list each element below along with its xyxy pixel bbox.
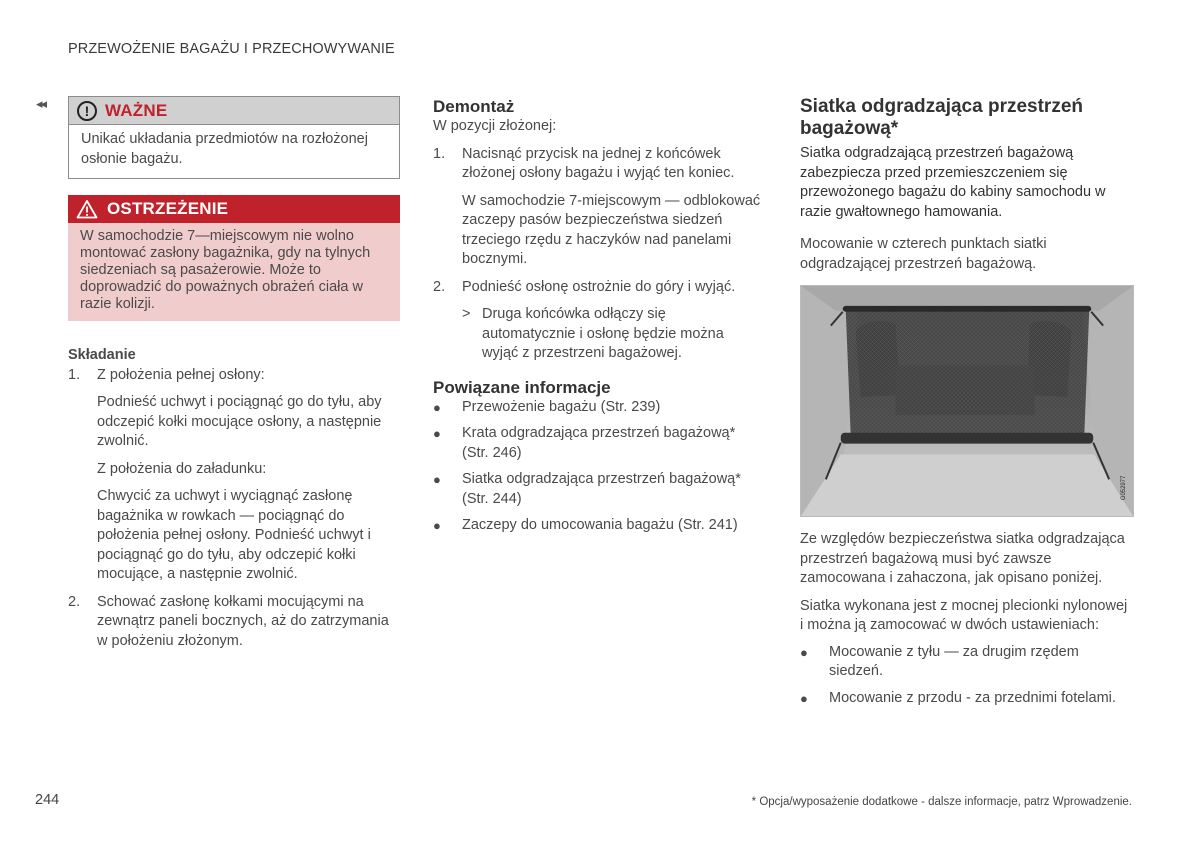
result-item	[433, 305, 763, 364]
bullet-icon: ●	[800, 690, 808, 706]
list-text: Nacisnąć przycisk na jednej z końcówek złożonej osłony bagażu i wyjąć ten koniec.	[462, 145, 735, 181]
bullet-icon: ●	[800, 644, 808, 660]
list-item	[433, 278, 763, 298]
section-heading-siatka: Siatka odgradzająca przestrzeń bagażową*	[800, 96, 1083, 139]
related-link[interactable]: ● Przewożenie bagażu (Str. 239)	[433, 398, 763, 418]
footnote: * Opcja/wyposażenie dodatkowe - dalsze informacje, patrz Wprowadzenie.	[751, 796, 1132, 808]
related-link[interactable]: ● Siatka odgradzająca przestrzeń bagażową* (Str. 244)	[433, 470, 763, 509]
list-item	[433, 145, 763, 184]
list-item: ● Mocowanie z tyłu — za drugim rzędem siedzeń.	[800, 643, 1134, 682]
column-right	[800, 96, 1134, 708]
section-heading-demontaz: Demontaż	[433, 97, 515, 116]
page-number: 244	[35, 792, 60, 808]
info-circle-icon: !	[77, 101, 97, 121]
important-notice-title: WAŻNE	[105, 100, 168, 120]
related-link[interactable]: ● Zaczepy do umocowania bagażu (Str. 241)	[433, 516, 763, 536]
list-item	[68, 593, 400, 652]
result-arrow-icon: >	[462, 306, 471, 322]
lead-paragraph: Siatka odgradzającą przestrzeń bagażową zabezpiecza przed przemieszczeniem się przewożonego bagażu do kabiny samochodu w razie gwałtownego hamowania.	[800, 145, 1106, 220]
bullet-icon: ●	[433, 426, 441, 441]
important-notice	[68, 96, 400, 179]
warning-triangle-icon	[76, 199, 98, 219]
paragraph: Ze względów bezpieczeństwa siatka odgradzająca przestrzeń bagażową musi być zawsze zamocowana i zahaczona, jak opisano poniżej.	[800, 531, 1125, 586]
paragraph: Mocowanie w czterech punktach siatki odgradzającej przestrzeń bagażową.	[800, 236, 1047, 272]
running-header: PRZEWOŻENIE BAGAŻU I PRZECHOWYWANIE	[68, 41, 395, 57]
list-number: 1.	[68, 366, 81, 383]
list-number: 2.	[68, 593, 81, 610]
paragraph: Siatka wykonana jest z mocnej plecionki nylonowej i można ją zamocować w dwóch ustawieniach:	[800, 597, 1128, 633]
list-item: ● Mocowanie z przodu - za przednimi fotelami.	[800, 689, 1134, 709]
section-heading-related: Powiązane informacje	[433, 377, 611, 397]
paragraph: Z położenia do załadunku:	[97, 460, 267, 477]
paragraph: W pozycji złożonej:	[433, 118, 557, 134]
list-number: 2.	[433, 278, 446, 295]
continued-arrows-icon: ◂◂	[36, 96, 46, 111]
related-link[interactable]: ● Krata odgradzająca przestrzeń bagażową* (Str. 246)	[433, 424, 763, 463]
column-middle	[433, 96, 763, 536]
section-heading-skladanie: Składanie	[68, 347, 136, 363]
list-text: Z położenia pełnej osłony:	[97, 366, 265, 383]
warning-notice-title: OSTRZEŻENIE	[107, 199, 229, 219]
warning-notice	[68, 195, 400, 321]
cargo-net-photo	[800, 285, 1134, 517]
column-left	[68, 96, 400, 651]
warning-notice-header	[68, 195, 400, 223]
bullet-icon: ●	[433, 399, 441, 415]
image-code: G052977	[1121, 475, 1128, 501]
bullet-icon: ●	[433, 472, 441, 487]
important-notice-header	[69, 97, 399, 125]
result-text: Druga końcówka odłączy się automatycznie i osłonę będzie można wyjąć z przestrzeni bagażowej.	[482, 306, 724, 361]
bullet-icon: ●	[433, 518, 441, 533]
paragraph: Chwycić za uchwyt i wyciągnąć zasłonę bagażnika w rowkach — pociągnąć do położenia pełnej osłony. Podnieść uchwyt i pociągnąć go do tyłu, aby odczepić kołki mocujące, a następnie zwolnić.	[97, 488, 371, 582]
list-item	[68, 366, 400, 386]
paragraph: W samochodzie 7-miejscowym — odblokować zaczepy pasów bezpieczeństwa siedzeń trzeciego rzędu z haczyków nad panelami bocznymi.	[462, 192, 761, 267]
list-number: 1.	[433, 145, 446, 162]
warning-notice-text: W samochodzie 7—miejscowym nie wolno montować zasłony bagażnika, gdy na tylnych siedzeniach są pasażerowie. Może to doprowadzić do poważnych obrażeń ciała w razie kolizji.	[68, 223, 400, 321]
important-notice-text: Unikać układania przedmiotów na rozłożonej osłonie bagażu.	[81, 131, 368, 167]
related-links-list	[433, 398, 763, 536]
list-text: Podnieść osłonę ostrożnie do góry i wyjąć.	[462, 278, 736, 295]
list-text: Schować zasłonę kołkami mocującymi na zewnątrz paneli bocznych, aż do zatrzymania w położeniu złożonym.	[97, 593, 389, 649]
paragraph: Podnieść uchwyt i pociągnąć go do tyłu, aby odczepić kołki mocujące osłony, a następnie zwolnić.	[97, 394, 382, 449]
